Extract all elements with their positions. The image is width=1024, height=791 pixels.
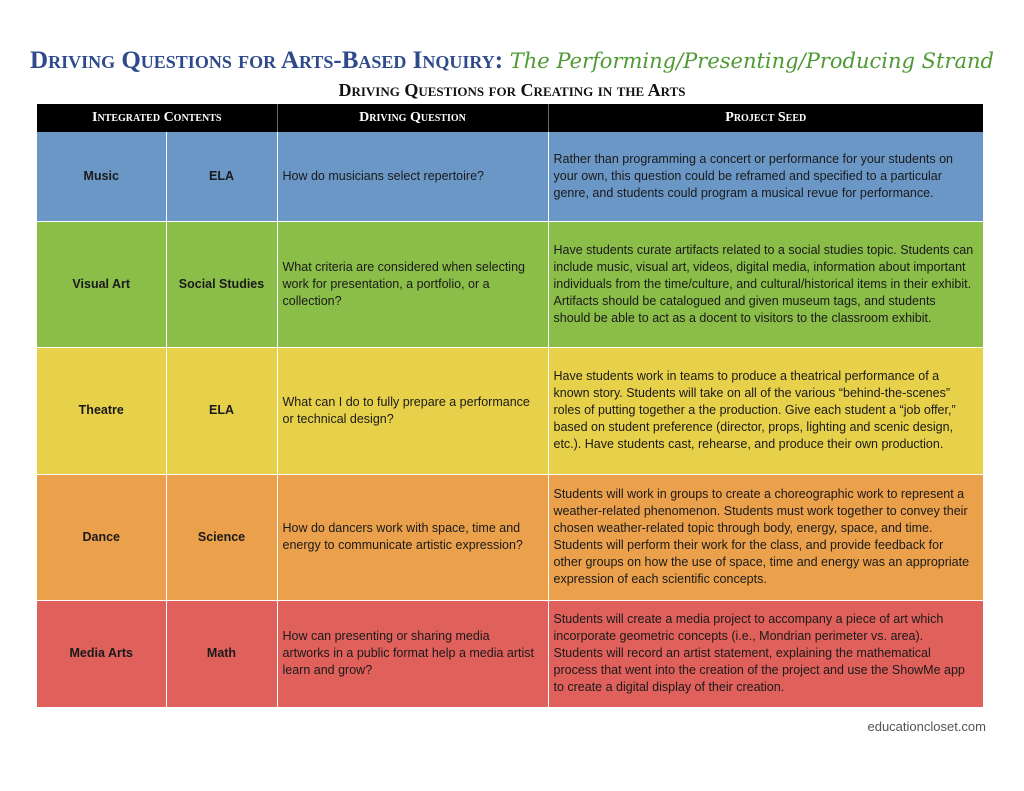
- driving-question-cell: What criteria are considered when selecting work for presentation, a portfolio, or a collection?: [277, 221, 548, 347]
- art-form-cell: Media Arts: [37, 600, 166, 707]
- subject-cell: Science: [166, 474, 277, 600]
- driving-question-cell: What can I do to fully prepare a performance or technical design?: [277, 347, 548, 474]
- subject-cell: Social Studies: [166, 221, 277, 347]
- table-row-visual-art: [37, 221, 983, 347]
- subject-cell: ELA: [166, 347, 277, 474]
- page-title: [0, 46, 1024, 76]
- art-form-cell: Dance: [37, 474, 166, 600]
- title-main: Driving Questions for Arts-Based Inquiry:: [30, 47, 504, 74]
- subject-cell: ELA: [166, 132, 277, 221]
- header-driving-question: Driving Question: [277, 104, 548, 132]
- table-header-row: [37, 104, 983, 132]
- subject-cell: Math: [166, 600, 277, 707]
- footer-site-link[interactable]: educationcloset.com: [867, 719, 986, 734]
- page-subtitle: Driving Questions for Creating in the Arts: [338, 80, 686, 100]
- project-seed-cell: Have students work in teams to produce a theatrical performance of a known story. Students will take on all of the various “behind-the-scenes” roles of putting together a the production. Give each student a “job offer,” based on student preference (director, props, lighting and scenic design, etc.). Have students cast, rehearse, and produce their own production.: [548, 347, 983, 474]
- project-seed-cell: Students will work in groups to create a choreographic work to represent a weather-related phenomenon. Students must work together to convey their chosen weather-related topic through body, energy, space, and time. Students will perform their work for the class, and provide feedback for other groups on how the use of space, time and energy was an appropriate expression of each scientific concepts.: [548, 474, 983, 600]
- art-form-cell: Visual Art: [37, 221, 166, 347]
- art-form-cell: Music: [37, 132, 166, 221]
- title-strand: The Performing/Presenting/Producing Strand: [509, 49, 994, 73]
- project-seed-cell: Students will create a media project to accompany a piece of art which incorporate geometric concepts (i.e., Mondrian perimeter vs. area). Students will record an artist statement, explaining the mathematical process that went into the creation of the project and use the ShowMe app to create a digital display of their creation.: [548, 600, 983, 707]
- project-seed-cell: Rather than programming a concert or performance for your students on your own, this question could be reframed and specified to a particular genre, and students could program a musical revue for performance.: [548, 132, 983, 221]
- driving-question-cell: How do musicians select repertoire?: [277, 132, 548, 221]
- table-row-media-arts: [37, 600, 983, 707]
- art-form-cell: Theatre: [37, 347, 166, 474]
- table-row-dance: [37, 474, 983, 600]
- table-row-theatre: [37, 347, 983, 474]
- header-project-seed: Project Seed: [548, 104, 983, 132]
- project-seed-cell: Have students curate artifacts related to a social studies topic. Students can include music, visual art, videos, digital media, information about important individuals from the time/culture, and cultural/historical items in their exhibit. Artifacts should be catalogued and given museum tags, and students should be able to act as a docent to visitors to the classroom exhibit.: [548, 221, 983, 347]
- header-integrated-contents: Integrated Contents: [37, 104, 277, 132]
- driving-question-cell: How do dancers work with space, time and energy to communicate artistic expression?: [277, 474, 548, 600]
- driving-question-cell: How can presenting or sharing media artworks in a public format help a media artist learn and grow?: [277, 600, 548, 707]
- driving-questions-table: [37, 104, 983, 708]
- table-row-music: [37, 132, 983, 221]
